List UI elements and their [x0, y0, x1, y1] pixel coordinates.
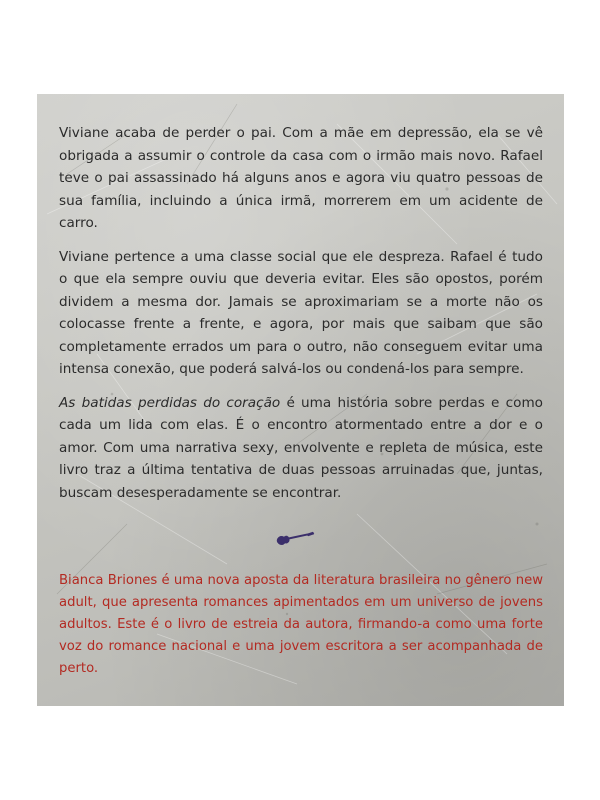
synopsis-paragraph-3: [59, 392, 543, 505]
author-bio-text: Bianca Briones é uma nova aposta da literatura brasileira no gênero new adult, que apresenta romances apimentados em um universo de jovens adultos. Este é o livro de estreia da autora, firmando-a como uma forte voz do romance nacional e uma jovem escritora a ser acompanhada de perto.: [59, 573, 543, 676]
synopsis-paragraph-2: Viviane pertence a uma classe social que ele despreza. Rafael é tudo o que ela sempre ouviu que deveria evitar. Eles são opostos, porém dividem a mesma dor. Jamais se aproximariam se a morte não os colocasse frente a frente, e agora, por mais que saibam que são completamente errados um para o outro, não conseguem evitar uma intensa conexão, que poderá salvá-los ou condená-los para sempre.: [59, 248, 543, 377]
synopsis-paragraph-1: Viviane acaba de perder o pai. Com a mãe em depressão, ela se vê obrigada a assumir o controle da casa com o irmão mais novo. Rafael teve o pai assassinado há alguns anos e agora viu quatro pessoas de sua família, incluindo a única irmã, morrerem em um acidente de carro.: [59, 125, 543, 231]
author-bio: [59, 570, 543, 680]
back-cover: [37, 94, 564, 706]
synopsis-text: [59, 122, 543, 515]
synopsis-paragraph-3-rest: é uma história sobre perdas e como cada um lida com elas. É o encontro atormentado entre a dor e o amor. Com uma narrativa sexy, envolvente e repleta de música, este livro traz a última tentativa de duas pessoas arruinadas que, juntas, buscam desesperadamente se encontrar.: [59, 394, 544, 501]
book-title: As batidas perdidas do coração: [59, 394, 281, 411]
guitar-icon: [275, 529, 319, 549]
